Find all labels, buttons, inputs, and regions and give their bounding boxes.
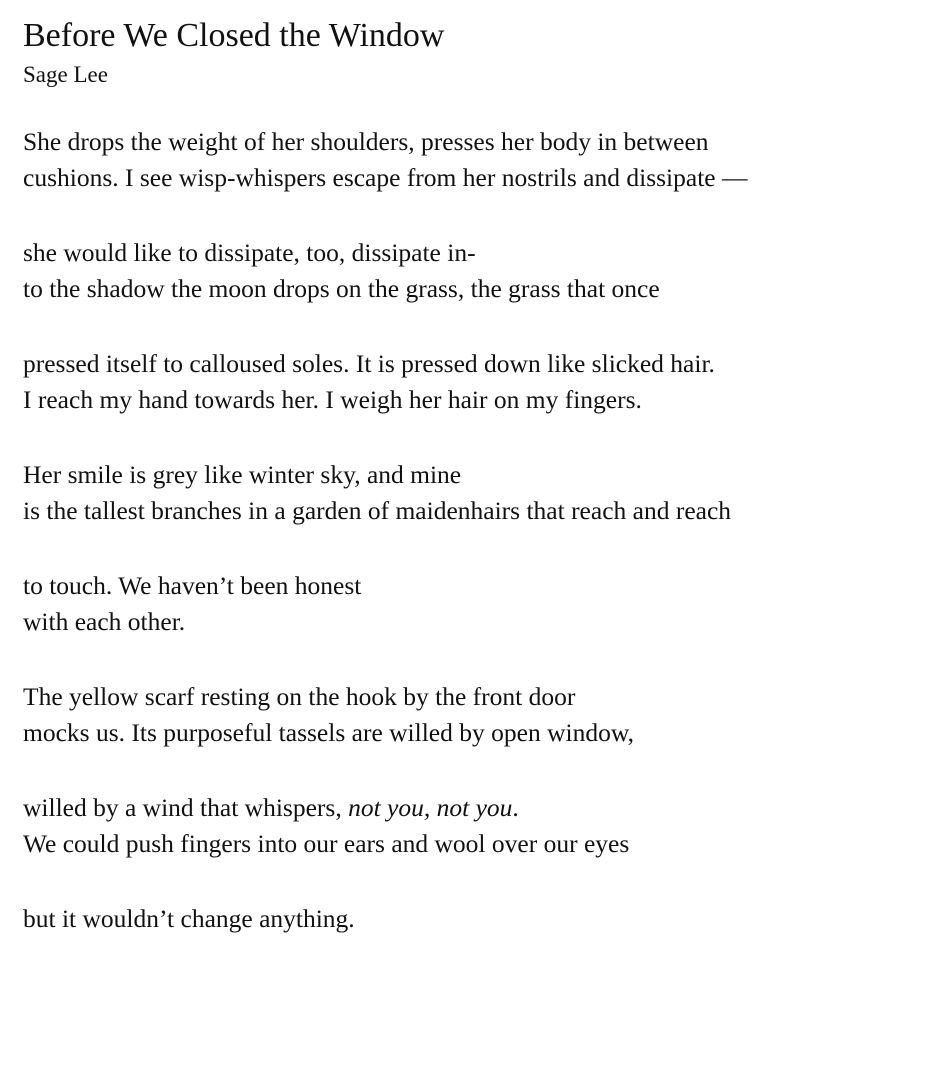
- poem-line: The yellow scarf resting on the hook by the front door: [23, 682, 576, 711]
- poem-line: We could push fingers into our ears and wool over our eyes: [23, 829, 630, 858]
- poem-line: pressed itself to calloused soles. It is pressed down like slicked hair.: [23, 349, 715, 378]
- poem-line: cushions. I see wisp-whispers escape from her nostrils and dissipate —: [23, 163, 748, 192]
- poem-line: Her smile is grey like winter sky, and mine: [23, 460, 462, 489]
- poem-line: mocks us. Its purposeful tassels are willed by open window,: [23, 718, 634, 747]
- poem-page: [23, 16, 928, 976]
- stanza-6: [23, 679, 928, 751]
- poem-line: is the tallest branches in a garden of maidenhairs that reach and reach: [23, 496, 732, 525]
- stanza-2: [23, 235, 928, 307]
- stanza-1: [23, 124, 928, 196]
- poem-line: to the shadow the moon drops on the grass, the grass that once: [23, 274, 660, 303]
- line-text-after-italic: .: [512, 793, 519, 822]
- poem-line: She drops the weight of her shoulders, presses her body in between: [23, 127, 709, 156]
- stanza-7: [23, 790, 928, 862]
- line-text-before-italic: willed by a wind that whispers,: [23, 793, 349, 822]
- poem-line: to touch. We haven’t been honest: [23, 571, 362, 600]
- stanza-5: [23, 568, 928, 640]
- stanza-3: [23, 346, 928, 418]
- italic-phrase: not you, not you: [348, 793, 513, 822]
- stanza-8: [23, 901, 928, 937]
- poem-author: Sage Lee: [23, 62, 108, 87]
- stanza-4: [23, 457, 928, 529]
- poem-title: Before We Closed the Window: [23, 17, 445, 54]
- poem-line: but it wouldn’t change anything.: [23, 904, 355, 933]
- poem-line-with-italic: [23, 790, 928, 826]
- poem-line: she would like to dissipate, too, dissipate in-: [23, 238, 476, 267]
- poem-line: I reach my hand towards her. I weigh her hair on my fingers.: [23, 385, 642, 414]
- poem-body: [23, 124, 928, 937]
- poem-line: with each other.: [23, 607, 186, 636]
